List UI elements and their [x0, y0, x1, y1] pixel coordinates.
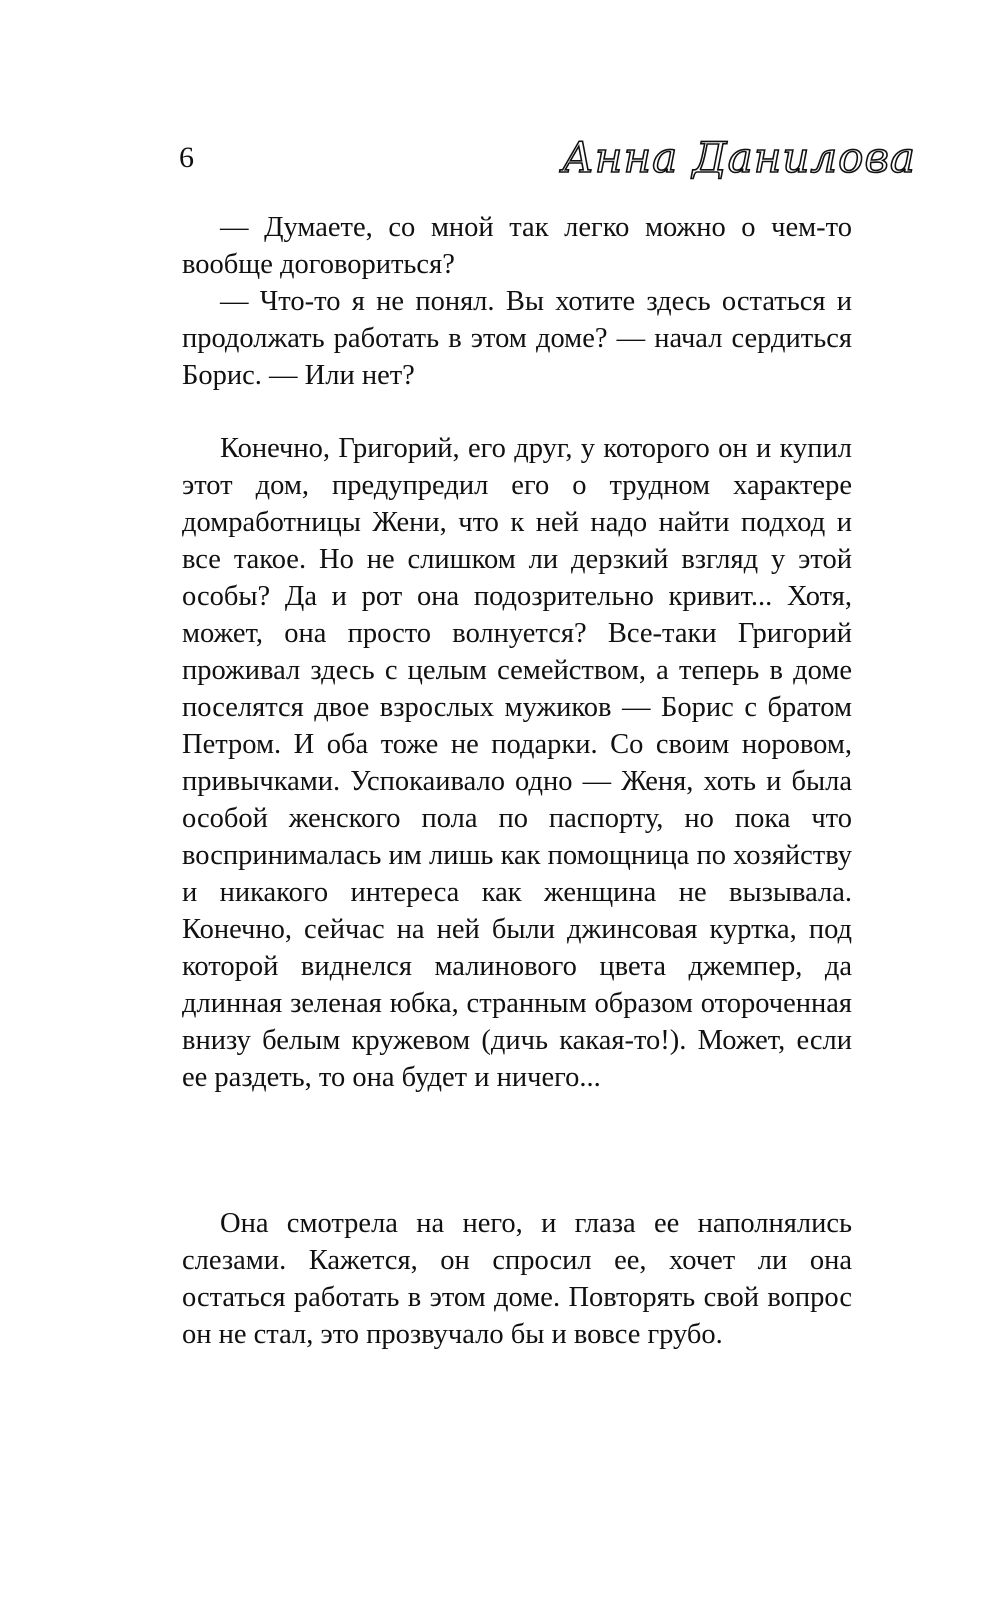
running-head [560, 128, 916, 188]
dialogue-line: — Думаете, со мной так легко можно о чем-то вообще договориться? [182, 212, 852, 280]
dialogue-block [182, 209, 852, 394]
running-head-logo [560, 128, 916, 188]
narrative-block [182, 430, 852, 1096]
page-number: 6 [179, 141, 194, 174]
paragraph: Конечно, Григорий, его друг, у которого он и купил этот дом, предупредил его о трудном характере домработницы Жени, что к ней надо найти подход и все такое. Но не слишком ли дерзкий взгляд у этой особы? Да и рот она подозрительно кривит... Хотя, может, она просто волнуется? Все-таки Григорий проживал здесь с целым семейством, а теперь в доме поселятся двое взрослых мужиков — Борис с братом Петром. И оба тоже не подарки. Со своим норовом, привычками. Успокаивало одно — Женя, хоть и была особой женского пола по паспорту, но пока что воспринималась им лишь как помощница по хозяйству и никакого интереса как женщина не вызывала. Конечно, сейчас на ней были джинсовая куртка, под которой виднелся малинового цвета джемпер, да длинная зеленая юбка, странным образом отороченная внизу белым кружевом (дичь какая-то!). Может, если ее раздеть, то она будет и ничего... [182, 433, 852, 1093]
dialogue-line: — Что-то я не понял. Вы хотите здесь остаться и продолжать работать в этом доме? — начал сердиться Борис. — Или нет? [182, 286, 852, 391]
narrative-block [182, 1205, 852, 1353]
paragraph: Она смотрела на него, и глаза ее наполнялись слезами. Кажется, он спросил ее, хочет ли она остаться работать в этом доме. Повторять свой вопрос он не стал, это прозвучало бы и вовсе грубо. [182, 1208, 852, 1350]
running-head-text: Анна Данилова [562, 133, 916, 182]
